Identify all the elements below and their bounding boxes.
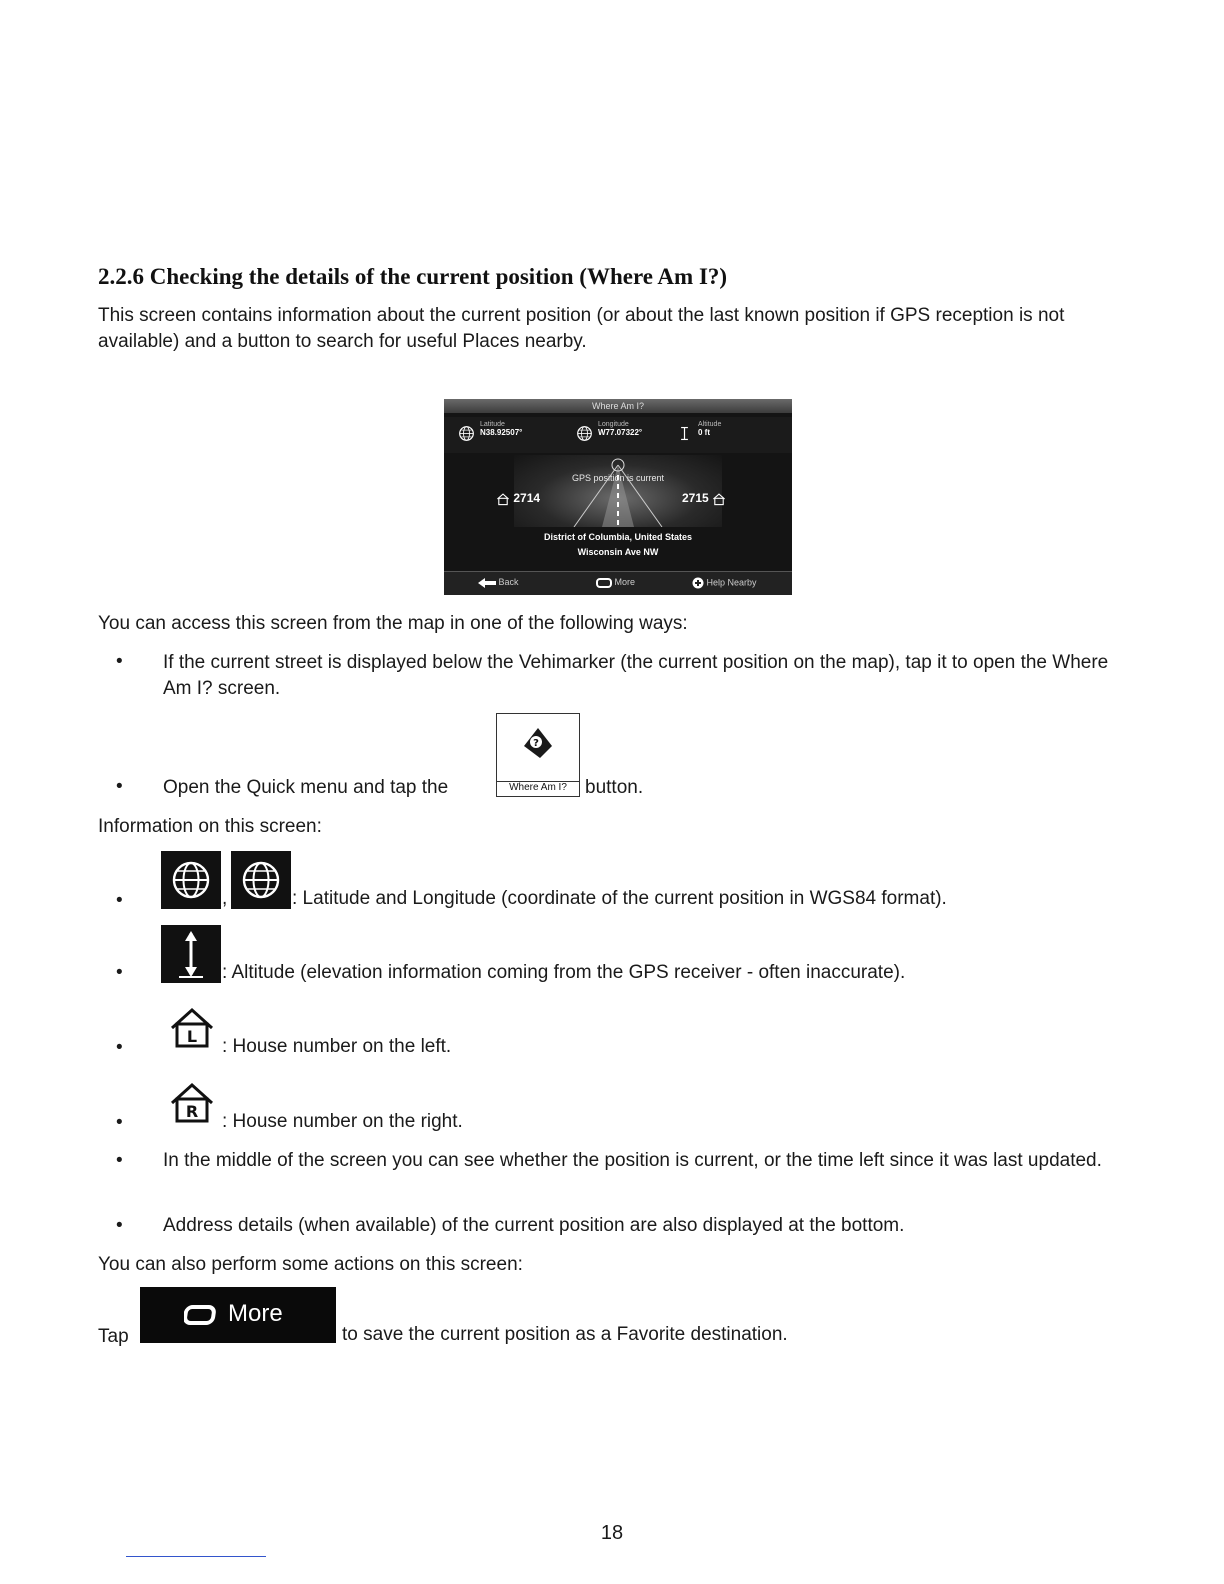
bullet-dot: •: [116, 890, 123, 911]
altitude-icon: [161, 925, 221, 983]
altitude-label: Altitude: [698, 421, 722, 428]
globe-icon: [231, 851, 291, 909]
globe-icon: [458, 425, 475, 442]
access-bullet-2-after: button.: [585, 777, 644, 798]
help-nearby-icon: [692, 577, 704, 589]
latitude-box: [458, 421, 522, 437]
back-label: Back: [498, 577, 519, 587]
more-icon: [596, 578, 612, 588]
where-am-i-button-label: Where Am I?: [497, 781, 579, 794]
altitude-icon-large: [161, 925, 221, 983]
screenshot-title: Where Am I?: [444, 399, 792, 413]
bullet-dot: •: [116, 1150, 123, 1171]
address-line1: District of Columbia, United States: [543, 532, 693, 542]
house-right-number: 2715: [682, 491, 709, 505]
svg-text:L: L: [186, 1027, 198, 1046]
house-left-icon: [496, 492, 510, 506]
where-am-i-button[interactable]: [496, 713, 580, 797]
more-button[interactable]: [140, 1287, 336, 1343]
bullet-dot: •: [116, 962, 123, 983]
altitude-icon: [676, 425, 693, 442]
help-nearby-button[interactable]: [692, 577, 757, 589]
latitude-label: Latitude: [480, 421, 505, 428]
longitude-box: [576, 421, 642, 437]
access-bullet-1: If the current street is displayed below the Vehimarker (the current position on the map), tap it to open the Where Am I? screen.: [163, 652, 1109, 699]
bullet-dot: •: [116, 1112, 123, 1133]
latlon-comma: ,: [222, 888, 228, 909]
globe-icon: [161, 851, 221, 909]
svg-text:?: ?: [533, 738, 539, 749]
address-desc: Address details (when available) of the current position are also displayed at the bottom.: [163, 1215, 905, 1236]
where-am-i-screenshot: [444, 399, 792, 595]
more-label-small: More: [614, 577, 636, 587]
actions-intro: You can also perform some actions on this screen:: [98, 1254, 523, 1275]
house-left-desc: : House number on the left.: [222, 1036, 452, 1057]
latitude-value: N38.92507°: [480, 428, 523, 437]
address-line2: Wisconsin Ave NW: [577, 547, 659, 557]
bullet-dot: •: [116, 651, 123, 672]
screenshot-bottom-bar: [444, 571, 792, 595]
bullet-dot: •: [116, 1037, 123, 1058]
page-number: 18: [600, 1522, 624, 1544]
coordinate-row: [444, 417, 792, 453]
bullet-dot: •: [116, 776, 123, 797]
longitude-globe-icon: [231, 851, 291, 909]
altitude-box: [676, 421, 721, 437]
more-button-small[interactable]: [596, 577, 635, 588]
gps-status: GPS position is current: [571, 473, 665, 483]
house-left-icon: [168, 1006, 216, 1050]
house-right: [682, 491, 726, 506]
tap-label: Tap: [98, 1326, 129, 1347]
house-left: [496, 491, 540, 506]
middle-desc: In the middle of the screen you can see whether the position is current, or the time left since it was last updated.: [163, 1150, 1102, 1171]
access-intro: You can access this screen from the map in one of the following ways:: [98, 613, 688, 634]
house-left-number: 2714: [513, 491, 541, 505]
more-desc: to save the current position as a Favorite destination.: [342, 1324, 788, 1345]
info-intro: Information on this screen:: [98, 816, 322, 837]
section-heading: 2.2.6 Checking the details of the current position (Where Am I?): [98, 264, 728, 289]
globe-icon: [576, 425, 593, 442]
altitude-desc: : Altitude (elevation information coming from the GPS receiver - often inaccurate).: [222, 962, 906, 983]
latlon-desc: : Latitude and Longitude (coordinate of the current position in WGS84 format).: [292, 888, 947, 909]
help-nearby-label: Help Nearby: [706, 577, 757, 588]
more-button-label: More: [228, 1300, 283, 1327]
longitude-value: W77.07322°: [598, 428, 643, 437]
longitude-label: Longitude: [598, 421, 629, 428]
latitude-globe-icon: [161, 851, 221, 909]
house-right-icon: [168, 1081, 216, 1125]
svg-text:R: R: [185, 1102, 199, 1121]
bullet-dot: •: [116, 1215, 123, 1236]
house-right-icon: [712, 492, 726, 506]
back-button[interactable]: [478, 577, 519, 588]
more-icon: [184, 1304, 218, 1326]
where-am-i-icon: [518, 724, 558, 764]
back-arrow-icon: [478, 578, 496, 588]
access-bullet-2-text: Open the Quick menu and tap the: [163, 777, 449, 798]
altitude-value: 0 ft: [698, 428, 710, 437]
footer-rule: [126, 1556, 266, 1557]
house-right-desc: : House number on the right.: [222, 1111, 463, 1132]
intro-paragraph: This screen contains information about the current position (or about the last known position if GPS reception is not available) and a button to search for useful Places nearby.: [98, 305, 1065, 352]
